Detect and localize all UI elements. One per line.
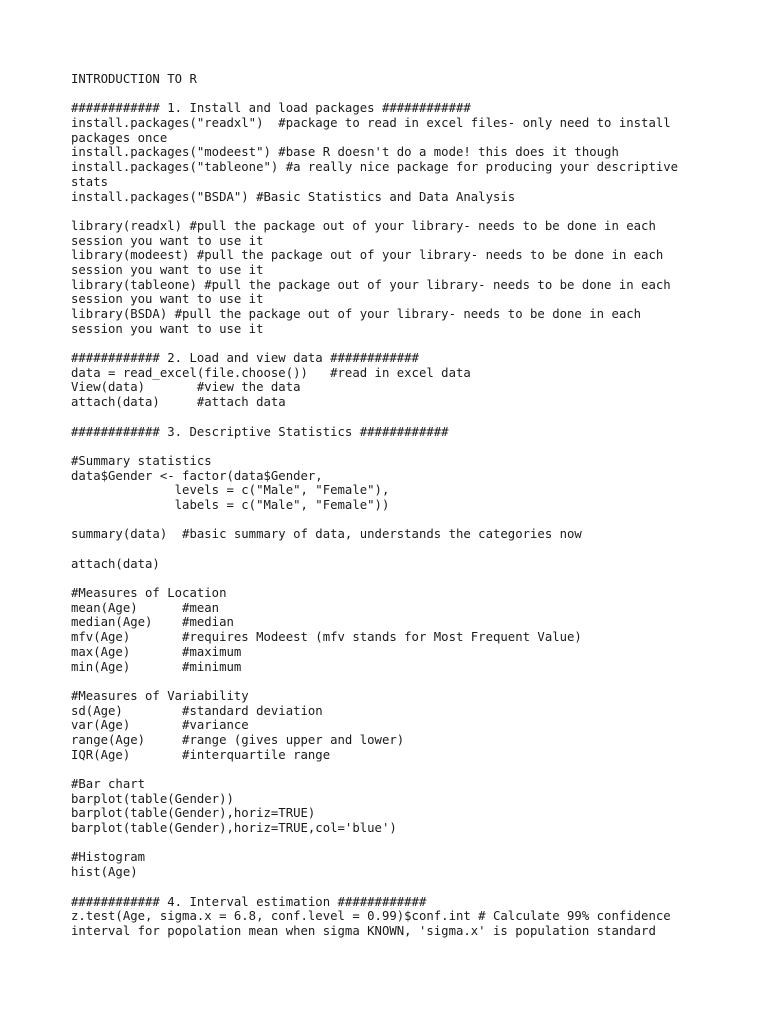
- code-line: session you want to use it: [71, 233, 264, 248]
- code-line: ############ 4. Interval estimation ############: [71, 894, 427, 909]
- code-line: packages once: [71, 130, 168, 145]
- code-line: summary(data) #basic summary of data, understands the categories now: [71, 527, 582, 542]
- code-line: ############ 2. Load and view data ############: [71, 351, 419, 366]
- code-line: session you want to use it: [71, 262, 264, 277]
- code-line: #Measures of Variability: [71, 688, 249, 703]
- code-line: #Histogram: [71, 850, 146, 865]
- code-line: range(Age) #range (gives upper and lower): [71, 732, 405, 747]
- code-line: install.packages("readxl") #package to read in excel files- only need to install: [71, 116, 671, 131]
- code-line: ############ 1. Install and load packages ############: [71, 101, 471, 116]
- code-line: barplot(table(Gender),horiz=TRUE,col='blue'): [71, 821, 397, 836]
- code-line: barplot(table(Gender),horiz=TRUE): [71, 806, 316, 821]
- code-line: median(Age) #median: [71, 615, 234, 630]
- code-line: #Summary statistics: [71, 453, 212, 468]
- code-line: INTRODUCTION TO R: [71, 72, 197, 86]
- blank-line: [71, 762, 711, 777]
- blank-line: [71, 571, 711, 586]
- code-line: mfv(Age) #requires Modeest (mfv stands for Most Frequent Value): [71, 630, 582, 645]
- code-line: sd(Age) #standard deviation: [71, 703, 323, 718]
- code-line: levels = c("Male", "Female"),: [71, 483, 390, 498]
- blank-line: [71, 439, 711, 454]
- code-line: install.packages("BSDA") #Basic Statistics and Data Analysis: [71, 189, 516, 204]
- code-line: library(BSDA) #pull the package out of your library- needs to be done in each: [71, 307, 642, 321]
- blank-line: [71, 513, 711, 528]
- code-line: IQR(Age) #interquartile range: [71, 747, 331, 762]
- blank-line: [71, 542, 711, 557]
- code-line: data = read_excel(file.choose()) #read in excel data: [71, 365, 471, 380]
- code-line: labels = c("Male", "Female")): [71, 497, 390, 512]
- code-line: #Bar chart: [71, 777, 146, 791]
- code-line: min(Age) #minimum: [71, 659, 242, 674]
- blank-line: [71, 204, 711, 219]
- code-line: attach(data): [71, 556, 160, 571]
- code-line: install.packages("modeest") #base R doesn't do a mode! this does it though: [71, 145, 619, 160]
- code-line: interval for popolation mean when sigma KNOWN, 'sigma.x' is population standard: [71, 923, 656, 938]
- blank-line: [71, 410, 711, 425]
- code-line: max(Age) #maximum: [71, 644, 242, 659]
- code-line: #Measures of Location: [71, 586, 227, 601]
- code-line: ############ 3. Descriptive Statistics ############: [71, 424, 449, 439]
- code-line: data$Gender <- factor(data$Gender,: [71, 468, 323, 483]
- blank-line: [71, 674, 711, 689]
- code-line: View(data) #view the data: [71, 380, 301, 395]
- code-line: hist(Age): [71, 865, 138, 880]
- blank-line: [71, 836, 711, 851]
- code-line: z.test(Age, sigma.x = 6.8, conf.level = 0.99)$conf.int # Calculate 99% confidence: [71, 909, 671, 924]
- code-document: [71, 72, 711, 939]
- code-line: session you want to use it: [71, 321, 264, 336]
- blank-line: [71, 336, 711, 351]
- code-line: library(tableone) #pull the package out of your library- needs to be done in each: [71, 277, 671, 292]
- code-line: install.packages("tableone") #a really nice package for producing your descriptive: [71, 160, 679, 175]
- code-line: session you want to use it: [71, 292, 264, 307]
- code-line: mean(Age) #mean: [71, 600, 220, 615]
- code-line: attach(data) #attach data: [71, 395, 286, 410]
- code-line: library(readxl) #pull the package out of your library- needs to be done in each: [71, 218, 656, 233]
- blank-line: [71, 880, 711, 895]
- code-line: barplot(table(Gender)): [71, 791, 234, 806]
- code-line: library(modeest) #pull the package out of your library- needs to be done in each: [71, 248, 664, 263]
- blank-line: [71, 87, 711, 102]
- code-line: var(Age) #variance: [71, 718, 249, 733]
- code-line: stats: [71, 174, 109, 189]
